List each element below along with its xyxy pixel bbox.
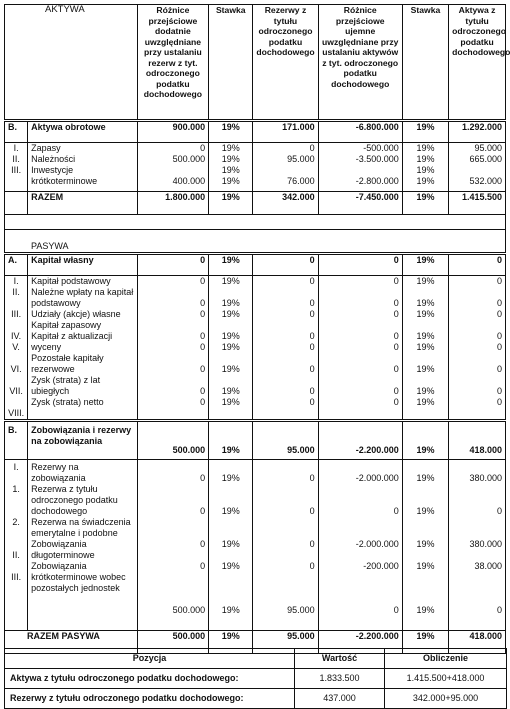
section-label: Aktywa obrotowe bbox=[28, 121, 137, 143]
total-rate: 19% bbox=[209, 631, 253, 654]
item-assets: 0 0 0 0 0 0 0 0 bbox=[449, 276, 506, 421]
item-diff-neg: -2.000.000 0 -2.000.000 -200.000 0 bbox=[318, 460, 402, 631]
item-rates: 19% 19% 19% 19% bbox=[402, 143, 448, 192]
item-rates: 19% 19% 19% 19% 19% bbox=[209, 460, 253, 631]
col-header-reserves: Rezerwy z tytułu odroczonego podatku dochodowego bbox=[253, 5, 318, 121]
total-reserves: 342.000 bbox=[253, 192, 318, 215]
total-label: RAZEM bbox=[28, 192, 137, 215]
assets-value: 1.292.000 bbox=[449, 121, 506, 143]
item-assets: 95.000 665.000 532.000 bbox=[449, 143, 506, 192]
rate-value: 19% bbox=[402, 421, 448, 460]
item-numbers: I. 1. 2. II. III. bbox=[5, 460, 28, 631]
summary-calc: 342.000+95.000 bbox=[385, 689, 507, 709]
item-diff-pos: 0 0 0 0 500.000 bbox=[137, 460, 209, 631]
section-label: Kapitał własny bbox=[28, 254, 137, 276]
diff-pos-value: 0 bbox=[137, 254, 209, 276]
reserves-value: 0 bbox=[253, 254, 318, 276]
item-labels: Zapasy Należności Inwestycje krótkoterminowe bbox=[28, 143, 137, 192]
diff-neg-value: -6.800.000 bbox=[318, 121, 402, 143]
section-row-equity bbox=[5, 254, 506, 276]
item-diff-pos: 0 0 0 0 0 0 0 0 bbox=[137, 276, 209, 421]
pasywa-title-row bbox=[5, 230, 506, 254]
item-labels: Rezerwy na zobowiązania Rezerwa z tytułu odroczonego podatku dochodowego Rezerwa na świadczenia emerytalne i podobne Zobowiązania długoterminowe Zobowiązania krótkoterminowe wobec pozostałych jednostek bbox=[28, 460, 137, 631]
item-labels: Kapitał podstawowy Należne wpłaty na kapitał podstawowy Udziały (akcje) własne Kapitał zapasowy Kapitał z aktualizacji wyceny Pozostałe kapitały rezerwowe Zysk (strata) z lat ubiegłych Zysk (strata) netto bbox=[28, 276, 137, 421]
col-header-rate: Stawka bbox=[402, 5, 448, 121]
item-reserves: 0 0 0 0 0 0 0 0 bbox=[253, 276, 318, 421]
summary-col-header: Obliczenie bbox=[385, 649, 507, 669]
summary-table bbox=[4, 648, 507, 709]
rate-value: 19% bbox=[209, 121, 253, 143]
diff-neg-value: 0 bbox=[318, 254, 402, 276]
diff-neg-value: -2.200.000 bbox=[318, 421, 402, 460]
summary-calc: 1.415.500+418.000 bbox=[385, 669, 507, 689]
summary-label: Aktywa z tytułu odroczonego podatku dochodowego: bbox=[5, 669, 295, 689]
spacer-row bbox=[5, 215, 506, 230]
section-row-liabilities bbox=[5, 421, 506, 460]
item-rates: 19% 19% 19% 19% 19% 19% 19% 19% bbox=[402, 276, 448, 421]
rate-value: 19% bbox=[402, 121, 448, 143]
section-number: A. bbox=[5, 254, 28, 276]
total-diff-pos: 1.800.000 bbox=[137, 192, 209, 215]
section-row-current-assets bbox=[5, 121, 506, 143]
assets-value: 0 bbox=[449, 254, 506, 276]
deferred-tax-table bbox=[4, 4, 510, 654]
pasywa-heading: PASYWA bbox=[5, 230, 506, 254]
summary-col-header: Wartość bbox=[295, 649, 385, 669]
section-number: B. bbox=[5, 121, 28, 143]
section-label: Zobowiązania i rezerwy na zobowiązania bbox=[28, 421, 137, 460]
col-header-assets: Aktywa z tytułu odroczonego podatku dochodowego bbox=[449, 5, 506, 121]
reserves-value: 171.000 bbox=[253, 121, 318, 143]
item-reserves: 0 95.000 76.000 bbox=[253, 143, 318, 192]
total-diff-neg: -2.200.000 bbox=[318, 631, 402, 654]
total-assets: 1.415.500 bbox=[449, 192, 506, 215]
item-reserves: 0 0 0 0 95.000 bbox=[253, 460, 318, 631]
summary-value: 1.833.500 bbox=[295, 669, 385, 689]
summary-header-row bbox=[5, 649, 507, 669]
item-assets: 380.000 0 380.000 38.000 0 bbox=[449, 460, 506, 631]
rate-value: 19% bbox=[209, 421, 253, 460]
col-header-rate: Stawka bbox=[209, 5, 253, 121]
item-diff-neg: -500.000 -3.500.000 -2.800.000 bbox=[318, 143, 402, 192]
summary-row bbox=[5, 689, 507, 709]
reserves-value: 95.000 bbox=[253, 421, 318, 460]
rate-value: 19% bbox=[402, 254, 448, 276]
total-row bbox=[5, 192, 506, 215]
total-reserves: 95.000 bbox=[253, 631, 318, 654]
diff-pos-value: 900.000 bbox=[137, 121, 209, 143]
total-label: RAZEM PASYWA bbox=[5, 631, 138, 654]
item-rates: 19% 19% 19% 19% 19% bbox=[402, 460, 448, 631]
aktywa-heading: AKTYWA bbox=[5, 5, 138, 121]
total-rate: 19% bbox=[402, 192, 448, 215]
item-rates: 19% 19% 19% 19% 19% 19% 19% 19% bbox=[209, 276, 253, 421]
summary-label: Rezerwy z tytułu odroczonego podatku dochodowego: bbox=[5, 689, 295, 709]
col-header-diff-neg: Różnice przejściowe ujemne uwzględniane przy ustalaniu aktywów z tyt. odroczonego podatku dochodowego bbox=[318, 5, 402, 121]
total-rate: 19% bbox=[402, 631, 448, 654]
rate-value: 19% bbox=[209, 254, 253, 276]
item-diff-pos: 0 500.000 400.000 bbox=[137, 143, 209, 192]
item-rates: 19% 19% 19% 19% bbox=[209, 143, 253, 192]
total-diff-neg: -7.450.000 bbox=[318, 192, 402, 215]
total-rate: 19% bbox=[209, 192, 253, 215]
item-diff-neg: 0 0 0 0 0 0 0 0 bbox=[318, 276, 402, 421]
section-number: B. bbox=[5, 421, 28, 460]
total-diff-pos: 500.000 bbox=[137, 631, 209, 654]
summary-row bbox=[5, 669, 507, 689]
items-block bbox=[5, 276, 506, 421]
header-row bbox=[5, 5, 506, 121]
total-assets: 418.000 bbox=[449, 631, 506, 654]
item-numbers: I. II. III. IV. V. VI. VII. VIII. bbox=[5, 276, 28, 421]
item-numbers: I. II. III. bbox=[5, 143, 28, 192]
summary-value: 437.000 bbox=[295, 689, 385, 709]
assets-value: 418.000 bbox=[449, 421, 506, 460]
col-header-diff-pos: Różnice przejściowe dodatnie uwzględniane przy ustalaniu rezerw z tyt. odroczonego podatku dochodowego bbox=[137, 5, 209, 121]
items-block bbox=[5, 143, 506, 192]
diff-pos-value: 500.000 bbox=[137, 421, 209, 460]
summary-col-header: Pozycja bbox=[5, 649, 295, 669]
items-block bbox=[5, 460, 506, 631]
